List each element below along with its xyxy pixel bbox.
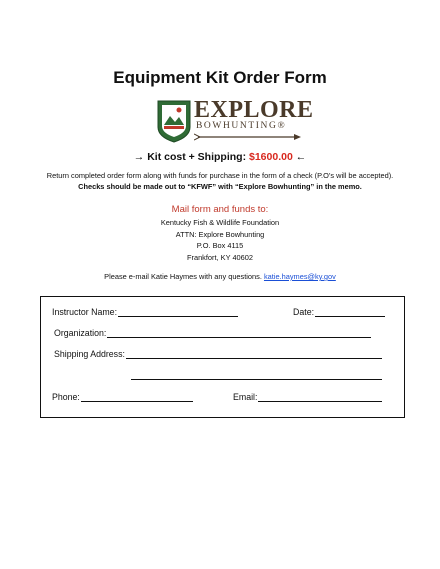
page-title: Equipment Kit Order Form xyxy=(113,68,327,87)
left-arrow-icon: ← xyxy=(295,151,307,163)
instructor-name-label: Instructor Name: xyxy=(52,307,118,317)
explore-bowhunting-logo xyxy=(156,97,314,143)
kentucky-fish-wildlife-seal-icon xyxy=(156,99,192,143)
logo-bowhunting-text: BOWHUNTING® xyxy=(196,121,287,131)
date-field[interactable] xyxy=(293,307,385,317)
shipping-address-line[interactable] xyxy=(126,350,382,359)
address-line: ATTN: Explore Bowhunting xyxy=(175,229,265,239)
mailing-address xyxy=(0,217,440,263)
date-line[interactable] xyxy=(315,308,385,317)
instructions-paragraph xyxy=(44,170,396,192)
shipping-address-label: Shipping Address: xyxy=(54,349,125,359)
email-label: Email: xyxy=(233,392,258,402)
phone-label: Phone: xyxy=(52,392,80,402)
address-line: Kentucky Fish & Wildlife Foundation xyxy=(160,218,280,227)
phone-field[interactable] xyxy=(52,392,193,402)
mail-heading: Mail form and funds to: xyxy=(171,204,269,215)
kit-cost-label: Kit cost + Shipping: xyxy=(147,151,247,163)
organization-field[interactable] xyxy=(54,328,371,338)
address-line: P.O. Box 4115 xyxy=(196,241,244,251)
phone-line[interactable] xyxy=(81,393,193,402)
email-field[interactable] xyxy=(233,392,382,402)
date-label: Date: xyxy=(293,307,315,317)
address-line: Frankfort, KY 40602 xyxy=(186,252,253,262)
instructions-bold-text: Checks should be made out to “KFWF” with “Explore Bowhunting” in the memo. xyxy=(78,182,362,191)
kit-cost-price: $1600.00 xyxy=(249,151,293,163)
arrow-icon xyxy=(194,133,302,141)
contact-email-link[interactable]: katie.haymes@ky.gov xyxy=(263,272,336,281)
logo-explore-text: EXPLORE xyxy=(194,97,314,123)
shipping-address-field[interactable] xyxy=(54,349,382,359)
kit-cost-line xyxy=(0,151,440,163)
instructor-name-field[interactable] xyxy=(52,307,238,317)
right-arrow-icon: → xyxy=(133,151,145,163)
shipping-address-line-2[interactable] xyxy=(131,379,382,380)
contact-line xyxy=(0,272,440,281)
organization-line[interactable] xyxy=(107,329,371,338)
email-line[interactable] xyxy=(258,393,382,402)
organization-label: Organization: xyxy=(54,328,107,338)
instructions-text: Return completed order form along with funds for purchase in the form of a check (P.O’s will be accepted). xyxy=(46,171,394,180)
contact-text: Please e-mail Katie Haymes with any questions. xyxy=(104,272,262,281)
instructor-name-line[interactable] xyxy=(118,308,238,317)
